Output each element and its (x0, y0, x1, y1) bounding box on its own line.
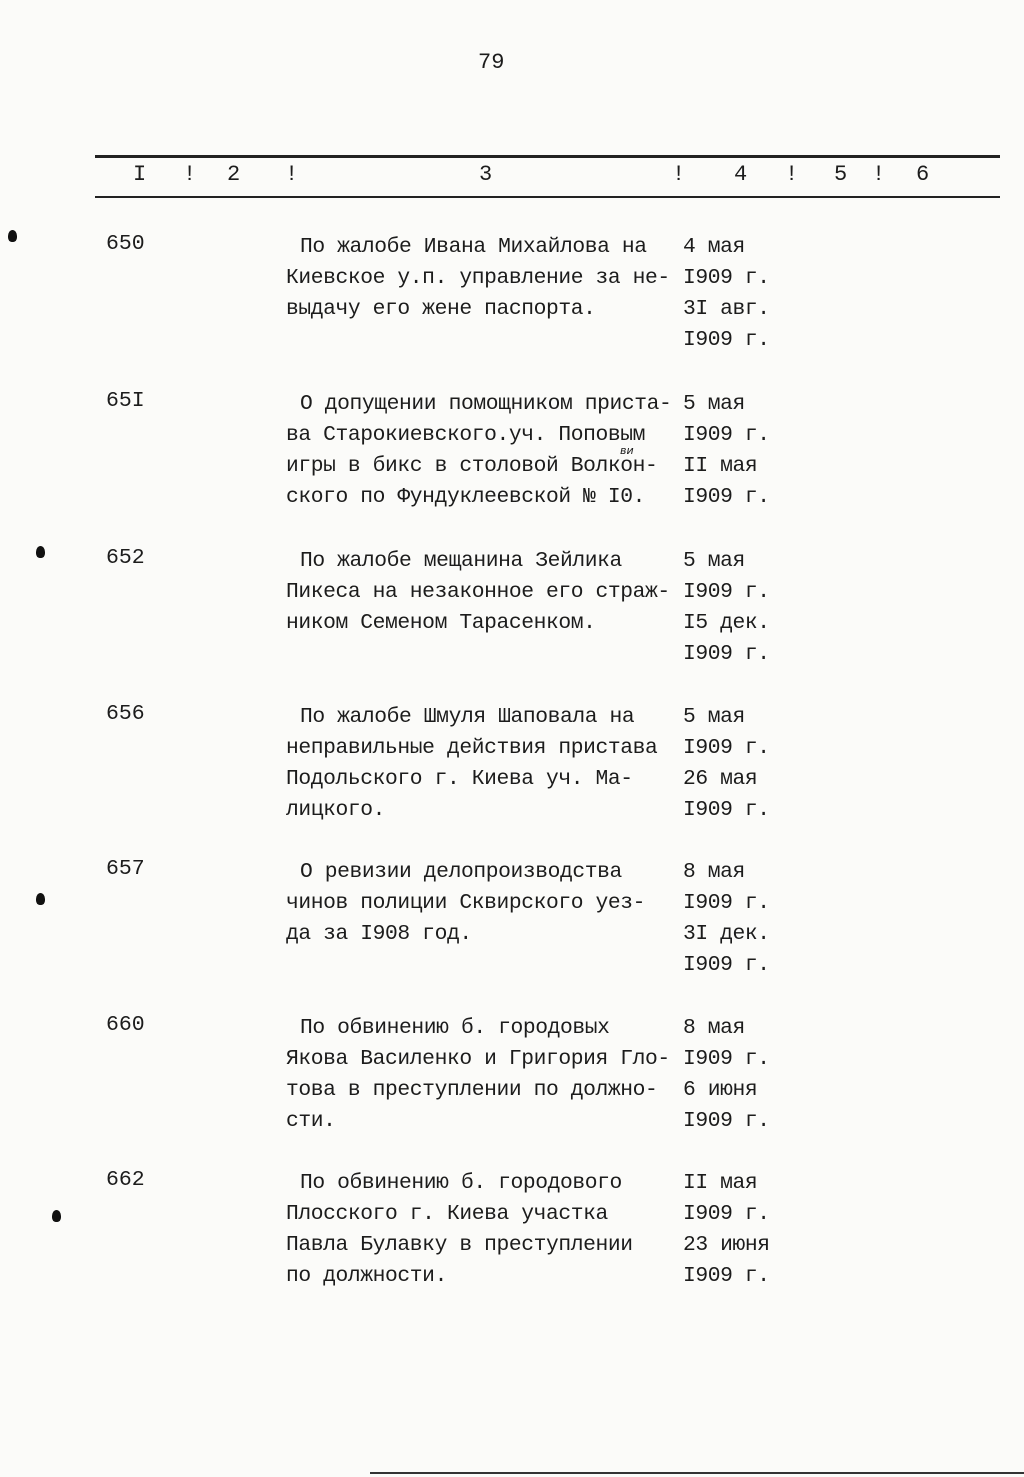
date-line: 3I авг. (683, 297, 770, 321)
date-line: I909 г. (683, 328, 770, 352)
date-line: I909 г. (683, 1202, 770, 1226)
column-header-1: I (133, 162, 147, 187)
date-line: I909 г. (683, 642, 770, 666)
description-line: По обвинению б. городовых (300, 1016, 610, 1040)
entry (0, 1168, 1024, 1308)
date-line: I909 г. (683, 1109, 770, 1133)
description-line: ского по Фундуклеевской № I0. (286, 485, 646, 509)
description-line: неправильные действия пристава (286, 736, 658, 760)
date-line: I909 г. (683, 485, 770, 509)
entry-description (286, 232, 670, 325)
entry (0, 232, 1024, 372)
column-separator: ! (872, 162, 886, 187)
bottom-edge-line (370, 1472, 1024, 1474)
description-line: По жалобе мещанина Зейлика (300, 549, 622, 573)
entry-number: 650 (106, 232, 145, 256)
description-line: ва Старокиевского.уч. Поповым (286, 423, 646, 447)
description-line: Пикеса на незаконное его страж- (286, 580, 670, 604)
description-line: чинов полиции Сквирского уез- (286, 891, 646, 915)
entry-number: 65I (106, 389, 145, 413)
date-line: I909 г. (683, 1264, 770, 1288)
entry-description (286, 1168, 633, 1292)
entry-number: 656 (106, 702, 145, 726)
entry-number: 660 (106, 1013, 145, 1037)
column-separator: ! (785, 162, 799, 187)
entry-number: 662 (106, 1168, 145, 1192)
date-line: I909 г. (683, 953, 770, 977)
description-line: ником Семеном Тарасенком. (286, 611, 596, 635)
column-separator: ! (285, 162, 299, 187)
date-line: II мая (683, 1171, 758, 1195)
entry (0, 389, 1024, 529)
description-line: Плосского г. Киева участка (286, 1202, 608, 1226)
date-line: 5 мая (683, 549, 745, 573)
date-line: I909 г. (683, 580, 770, 604)
entry (0, 1013, 1024, 1153)
description-line: По обвинению б. городового (300, 1171, 622, 1195)
description-line: Павла Булавку в преступлении (286, 1233, 633, 1257)
binding-hole-mark (52, 1210, 61, 1222)
column-header-6: 6 (916, 162, 930, 187)
description-line: сти. (286, 1109, 336, 1133)
description-line: Якова Василенко и Григория Гло- (286, 1047, 670, 1071)
entry (0, 702, 1024, 842)
binding-hole-mark (8, 230, 17, 242)
description-line: О допущении помощником приста- (300, 392, 672, 416)
date-line: 6 июня (683, 1078, 758, 1102)
entry-number: 657 (106, 857, 145, 881)
column-header-5: 5 (834, 162, 848, 187)
date-line: I909 г. (683, 1047, 770, 1071)
date-line: I909 г. (683, 736, 770, 760)
entry-number: 652 (106, 546, 145, 570)
date-line: 5 мая (683, 392, 745, 416)
date-line: 23 июня (683, 1233, 770, 1257)
description-line: да за I908 год. (286, 922, 472, 946)
date-line: II мая (683, 454, 758, 478)
date-line: I909 г. (683, 266, 770, 290)
page-number: 79 (478, 50, 505, 75)
date-line: 8 мая (683, 1016, 745, 1040)
entry-description (286, 702, 657, 826)
date-line: 5 мая (683, 705, 745, 729)
date-line: 3I дек. (683, 922, 770, 946)
description-line: Подольского г. Киева уч. Ма- (286, 767, 633, 791)
description-line: лицкого. (286, 798, 386, 822)
description-line: по должности. (286, 1264, 447, 1288)
description-line: По жалобе Шмуля Шаповала на (300, 705, 635, 729)
binding-hole-mark (36, 546, 45, 558)
column-header-4: 4 (734, 162, 748, 187)
column-header-3: 3 (479, 162, 493, 187)
entry-description (286, 389, 671, 513)
entry-dates (683, 1013, 770, 1137)
header-top-rule (95, 155, 1000, 158)
date-line: I909 г. (683, 891, 770, 915)
column-header-2: 2 (227, 162, 241, 187)
description-line: выдачу его жене паспорта. (286, 297, 596, 321)
description-line: игры в бикс в столовой Волкон- (286, 454, 658, 478)
entry (0, 857, 1024, 997)
header-bottom-rule (95, 196, 1000, 198)
date-line: I909 г. (683, 798, 770, 822)
entry-description (286, 546, 670, 639)
entry-description (286, 857, 645, 950)
column-separator: ! (672, 162, 686, 187)
entry (0, 546, 1024, 686)
description-line: Киевское у.п. управление за не- (286, 266, 670, 290)
date-line: I5 дек. (683, 611, 770, 635)
date-line: 26 мая (683, 767, 758, 791)
date-line: 4 мая (683, 235, 745, 259)
description-line: О ревизии делопроизводства (300, 860, 622, 884)
description-line: По жалобе Ивана Михайлова на (300, 235, 647, 259)
handwritten-correction: ви (620, 444, 634, 457)
column-separator: ! (183, 162, 197, 187)
date-line: I909 г. (683, 423, 770, 447)
entry-dates (683, 389, 770, 513)
entry-dates (683, 1168, 770, 1292)
binding-hole-mark (36, 893, 45, 905)
entry-dates (683, 546, 770, 670)
description-line: това в преступлении по должно- (286, 1078, 658, 1102)
entry-dates (683, 232, 770, 356)
entry-description (286, 1013, 670, 1137)
entry-dates (683, 857, 770, 981)
date-line: 8 мая (683, 860, 745, 884)
entry-dates (683, 702, 770, 826)
